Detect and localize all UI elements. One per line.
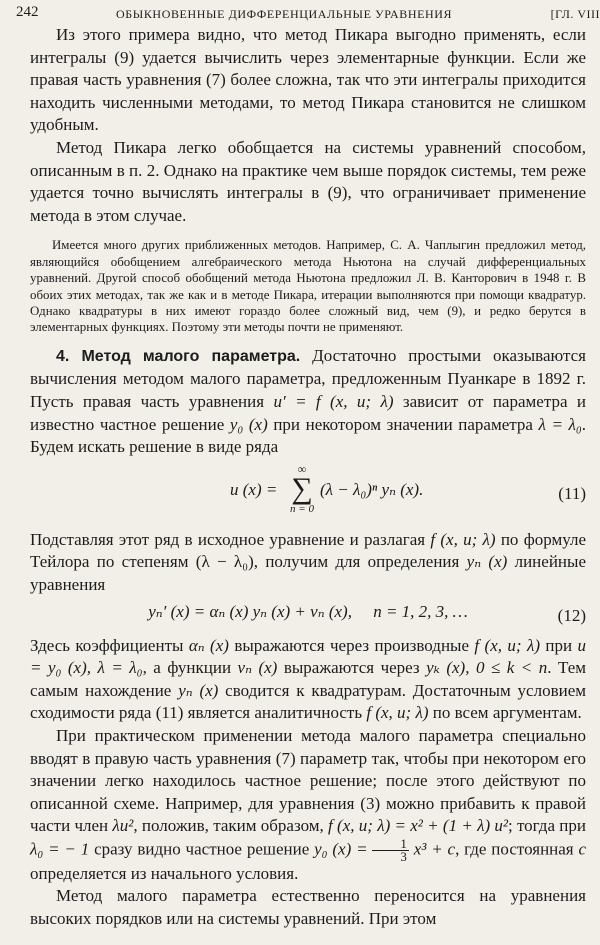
text-span: ; тогда при bbox=[507, 816, 586, 836]
text-span: , где постоянная bbox=[455, 839, 579, 859]
text-span: Здесь коэффициенты bbox=[30, 635, 189, 655]
inline-formula: f (x, u; λ) bbox=[430, 529, 496, 549]
eq12-body: yₙ′ (x) = αₙ (x) yₙ (x) + vₙ (x), n = 1, 2, 3, … bbox=[148, 601, 468, 621]
inline-formula: vₙ (x) bbox=[237, 658, 278, 678]
paragraph-picard-usefulness: Из этого примера видно, что метод Пикара выгодно применять, если интегралы (9) удается вычислить через элементарные функции. Если же правая часть уравнения (7) более сложна, так что эти интегралы приходится находить численными методами, то метод Пикара становится не слишком удобным. bbox=[30, 25, 586, 135]
text-span: Достаточно простыми оказываются вычисления методом малого параметра, предложенным Пуанкаре в 1892 г. Пусть правая часть уравнения bbox=[30, 345, 586, 411]
paragraph-practical-application bbox=[30, 725, 586, 886]
text-span: зависит от параметра и известно частное решение bbox=[30, 391, 586, 434]
inline-formula: f (x, u; λ) bbox=[474, 635, 540, 655]
text-span: При практическом применении метода малого параметра специально вводят в правую часть уравнения (7) параметр так, чтобы при некотором его значении легко находилось частное решение; после этого действуют по описанной схеме. Например, для уравнения (3) можно прибавить к правой части член bbox=[30, 725, 586, 836]
text-span: по формуле Тейлора по степеням (λ − λ₀), получим для определения bbox=[30, 529, 586, 572]
running-title: ОБЫКНОВЕННЫЕ ДИФФЕРЕНЦИАЛЬНЫЕ УРАВНЕНИЯ bbox=[116, 7, 453, 21]
text-span: выражаются через bbox=[277, 658, 427, 678]
text-span: , положив, таким образом, bbox=[133, 816, 329, 836]
text-span: при некотором значении параметра bbox=[267, 414, 539, 434]
page-header bbox=[16, 2, 600, 24]
text-span: определяется из начального условия. bbox=[30, 863, 299, 883]
text-span: по всем аргументам. bbox=[428, 703, 582, 723]
inline-formula: λ₀ = − 1 bbox=[30, 839, 90, 859]
text-span: . Тем самым нахождение bbox=[30, 658, 587, 700]
book-page bbox=[16, 2, 600, 931]
text-span: сводится к квадратурам. Достаточным условием сходимости ряда (11) является аналитичность bbox=[30, 680, 587, 723]
paragraph-substitution bbox=[30, 529, 586, 597]
sum-upper-limit: ∞ bbox=[297, 461, 307, 476]
equation-number-12: (12) bbox=[557, 605, 586, 625]
eq11-rhs: (λ − λ₀)ⁿ yₙ (x). bbox=[320, 479, 424, 499]
equation-11 bbox=[30, 463, 586, 525]
paragraph-higher-order: Метод малого параметра естественно переносится на уравнения высоких порядков или на системы уравнений. При этом bbox=[30, 886, 586, 929]
inline-formula: u′ = f (x, u; λ) bbox=[273, 391, 394, 411]
summation-sign bbox=[288, 463, 316, 515]
sigma-symbol: ∑ bbox=[291, 471, 313, 505]
fraction-numerator: 1 bbox=[372, 838, 409, 851]
inline-formula: λu² bbox=[112, 816, 134, 836]
inline-formula: f (x, u; λ) bbox=[366, 703, 429, 723]
inline-formula: u = y₀ (x), λ = λ₀ bbox=[30, 635, 586, 678]
equation-number-11: (11) bbox=[558, 483, 586, 503]
sum-lower-limit: n = 0 bbox=[290, 502, 314, 515]
section-4-heading: 4. Метод малого параметра. bbox=[56, 347, 301, 365]
paragraph-picard-systems: Метод Пикара легко обобщается на системы уравнений способом, описанным в п. 2. Однако на практике чем выше порядок системы, тем реже удается точно вычислять интегралы в (9), что ограничивает применение метода в этом случае. bbox=[30, 137, 586, 225]
section-4-paragraph bbox=[30, 345, 586, 459]
equation-12 bbox=[30, 601, 586, 631]
inline-formula: y₀ (x) bbox=[229, 414, 268, 434]
text-span: . Будем искать решение в виде ряда bbox=[30, 414, 587, 457]
inline-formula: f (x, u; λ) = x² + (1 + λ) u² bbox=[328, 816, 508, 836]
page-number: 242 bbox=[16, 4, 39, 20]
fraction-denominator: 3 bbox=[400, 848, 407, 864]
inline-formula: αₙ (x) bbox=[188, 635, 229, 655]
text-span: выражаются через производные bbox=[228, 635, 475, 655]
inline-formula: c bbox=[578, 839, 587, 859]
chapter-label: [ГЛ. VIII bbox=[550, 7, 600, 21]
small-print-note: Имеется много других приближенных методов. Например, С. А. Чаплыгин предложил метод, являющийся обобщением алгебраического метода Ньютона на случай дифференциальных уравнений. Другой способ обобщений метода Ньютона предложил Л. В. Канторович в 1948 г. В обоих этих методах, так же как и в методе Пикара, итерации выполняются при помощи квадратур. Однако квадратуры в них имеют гораздо более сложный вид, чем (9), и редко берутся в элементарных функциях. Поэтому эти методы почти не применяют. bbox=[30, 238, 586, 335]
inline-formula: yₙ (x) bbox=[466, 552, 508, 572]
eq11-lhs: u (x) = bbox=[230, 479, 278, 499]
fraction-one-third bbox=[372, 835, 409, 864]
paragraph-coefficients bbox=[30, 635, 586, 725]
inline-formula: y₀ (x) = bbox=[314, 839, 373, 859]
text-span: при bbox=[540, 635, 578, 655]
text-span: , а функции bbox=[142, 658, 238, 678]
text-span: линейные уравнения bbox=[30, 552, 586, 594]
inline-formula: λ = λ₀ bbox=[538, 414, 582, 434]
inline-formula: yₙ (x) bbox=[178, 680, 219, 700]
inline-formula: yₖ (x), 0 ≤ k < n bbox=[426, 658, 548, 678]
inline-formula: x³ + c bbox=[408, 839, 456, 859]
text-span: сразу видно частное решение bbox=[89, 839, 315, 859]
text-span: Подставляя этот ряд в исходное уравнение и разлагая bbox=[30, 529, 431, 549]
